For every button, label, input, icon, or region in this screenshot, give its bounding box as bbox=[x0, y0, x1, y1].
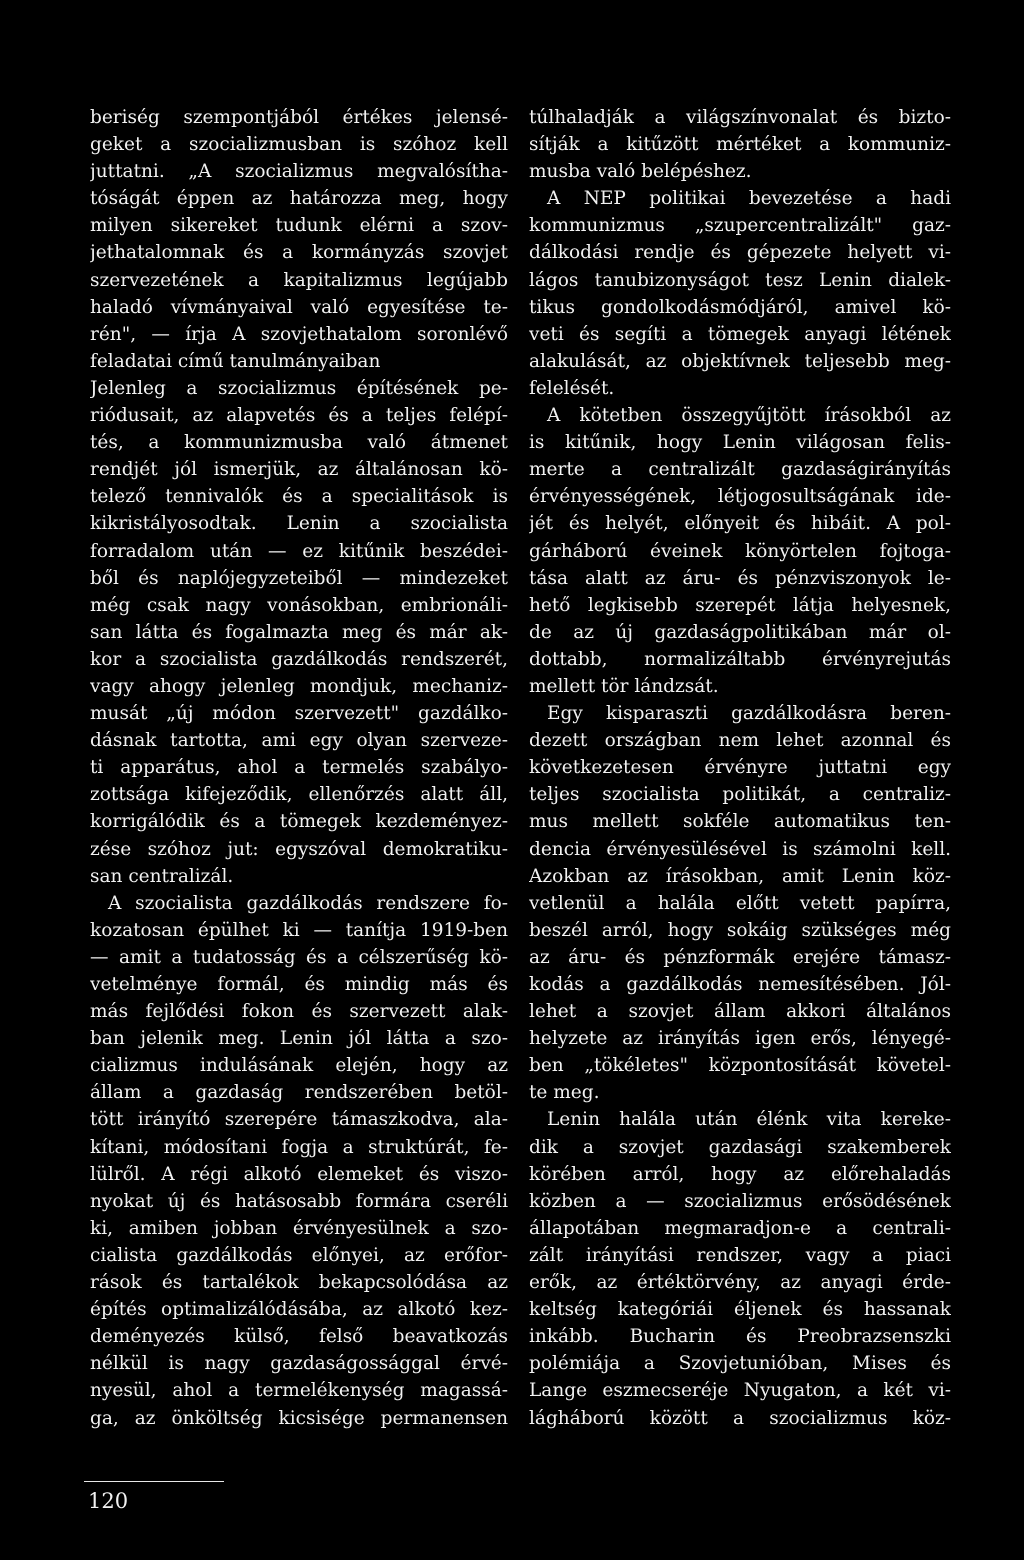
text-line: dik a szovjet gazdasági szakemberek bbox=[529, 1136, 951, 1158]
text-line: más fejlődési fokon és szervezett alak- bbox=[90, 1001, 508, 1023]
text-line: deményezés külső, felső beavatkozás bbox=[90, 1326, 508, 1348]
text-line: inkább. Bucharin és Preobrazsenszki bbox=[529, 1326, 951, 1348]
text-line: tött irányító szerepére támaszkodva, ala- bbox=[90, 1109, 508, 1131]
text-line: felelését. bbox=[529, 377, 615, 399]
left-text-column bbox=[90, 104, 508, 1432]
text-line: tikus gondolkodásmódjáról, amivel kö- bbox=[529, 296, 951, 318]
text-line: riódusait, az alapvetés és a teljes felépí- bbox=[90, 405, 508, 427]
text-line: dásnak tartotta, ami egy olyan szerveze- bbox=[90, 730, 508, 752]
text-line: te meg. bbox=[529, 1082, 600, 1104]
text-line: gárháború éveinek könyörtelen fojtoga- bbox=[529, 540, 951, 562]
text-line: dezett országban nem lehet azonnal és bbox=[529, 730, 951, 752]
text-line: jét és helyét, előnyeit és hibáit. A pol- bbox=[529, 513, 951, 535]
text-line: forradalom után — ez kitűnik beszédei- bbox=[90, 540, 508, 562]
text-line: érvényességének, létjogosultságának ide- bbox=[529, 486, 951, 508]
text-line: mellett tör lándzsát. bbox=[529, 675, 719, 697]
text-line: haladó vívmányaival való egyesítése te- bbox=[90, 296, 508, 318]
text-line: mus mellett sokféle automatikus ten- bbox=[529, 811, 951, 833]
text-line: lágháború között a szocializmus köz- bbox=[529, 1407, 951, 1429]
text-line: lülről. A régi alkotó elemeket és viszo- bbox=[90, 1163, 508, 1185]
text-line: vagy ahogy jelenleg mondjuk, mechaniz- bbox=[90, 675, 508, 697]
text-line: körében arról, hogy az előrehaladás bbox=[529, 1163, 951, 1185]
text-line: lehet a szovjet állam akkori általános bbox=[529, 1001, 951, 1023]
text-line: lágos tanubizonyságot tesz Lenin dialek- bbox=[529, 269, 951, 291]
text-line: keltség kategóriái éljenek és hassanak bbox=[529, 1299, 951, 1321]
text-line: milyen sikereket tudunk elérni a szov- bbox=[90, 215, 508, 237]
text-line: de az új gazdaságpolitikában már ol- bbox=[529, 621, 951, 643]
text-line: túlhaladják a világszínvonalat és bizto- bbox=[529, 107, 951, 128]
text-line: ti apparátus, ahol a termelés szabályo- bbox=[90, 757, 508, 779]
text-line: musát „új módon szervezett" gazdálko- bbox=[90, 703, 508, 725]
text-line: Azokban az írásokban, amit Lenin köz- bbox=[529, 865, 951, 887]
text-line: rások és tartalékok bekapcsolódása az bbox=[90, 1272, 508, 1294]
text-line: állam a gazdaság rendszerében betöl- bbox=[90, 1082, 508, 1104]
text-line: geket a szocializmusban is szóhoz kell bbox=[90, 134, 508, 156]
text-line: rén", — írja A szovjethatalom soronlévő bbox=[90, 323, 508, 345]
text-line: dencia érvényesülésével is számolni kell. bbox=[529, 838, 951, 860]
page-number: 120 bbox=[88, 1489, 129, 1513]
text-line: dálkodási rendje és gépezete helyett vi- bbox=[529, 242, 951, 264]
text-line: juttatni. „A szocializmus megvalósítha- bbox=[90, 161, 508, 183]
text-line: nyokat új és hatásosabb formára cseréli bbox=[90, 1190, 508, 1212]
text-line: san látta és fogalmazta meg és már ak- bbox=[90, 621, 508, 643]
text-line: musba való belépéshez. bbox=[529, 161, 752, 183]
right-text-column bbox=[529, 104, 951, 1432]
text-line: cialista gazdálkodás előnyei, az erőfor- bbox=[90, 1244, 508, 1266]
text-line: zottsága kifejeződik, ellenőrzés alatt áll, bbox=[90, 784, 508, 806]
text-line: A kötetben összegyűjtött írásokból az bbox=[547, 405, 951, 427]
text-line: nyesül, ahol a termelékenység magassá- bbox=[90, 1380, 508, 1402]
text-line: — amit a tudatosság és a célszerűség kö- bbox=[90, 946, 508, 968]
text-line: san centralizál. bbox=[90, 865, 234, 887]
text-line: rendjét jól ismerjük, az általánosan kö- bbox=[90, 459, 508, 481]
text-line: kor a szocialista gazdálkodás rendszerét, bbox=[90, 648, 508, 670]
text-line: dottabb, normalizáltabb érvényrejutás bbox=[529, 648, 951, 670]
text-line: alakulását, az objektívnek teljesebb meg- bbox=[529, 350, 951, 372]
text-line: feladatai című tanulmányaiban bbox=[90, 350, 381, 372]
text-line: vetelménye formál, és mindig más és bbox=[90, 974, 508, 995]
text-line: kodás a gazdálkodás nemesítésében. Jól- bbox=[529, 974, 951, 995]
text-line: polémiája a Szovjetunióban, Mises és bbox=[529, 1353, 951, 1375]
text-line: A NEP politikai bevezetése a hadi bbox=[547, 188, 951, 210]
text-line: tóságát éppen az határozza meg, hogy bbox=[90, 188, 508, 210]
text-line: veti és segíti a tömegek anyagi létének bbox=[529, 323, 951, 345]
text-line: Lange eszmecseréje Nyugaton, a két vi- bbox=[529, 1380, 951, 1402]
text-line: is kitűnik, hogy Lenin világosan felis- bbox=[529, 432, 951, 454]
text-line: következetesen érvényre juttatni egy bbox=[529, 757, 951, 779]
text-line: teljes szocialista politikát, a centraliz- bbox=[529, 784, 951, 806]
text-line: cializmus indulásának elején, hogy az bbox=[90, 1055, 508, 1077]
text-line: merte a centralizált gazdaságirányítás bbox=[529, 459, 951, 481]
footer-rule bbox=[84, 1481, 224, 1482]
text-line: nélkül is nagy gazdaságossággal érvé- bbox=[90, 1353, 508, 1375]
text-line: az áru- és pénzformák erejére támasz- bbox=[529, 946, 951, 968]
text-line: ből és naplójegyzeteiből — mindezeket bbox=[90, 567, 508, 589]
text-line: zált irányítási rendszer, vagy a piaci bbox=[529, 1244, 951, 1266]
text-line: tása alatt az áru- és pénzviszonyok le- bbox=[529, 567, 951, 589]
text-line: Lenin halála után élénk vita kereke- bbox=[547, 1109, 951, 1131]
text-line: korrigálódik és a tömegek kezdeményez- bbox=[90, 811, 508, 833]
text-line: helyzete az irányítás igen erős, lényegé- bbox=[529, 1028, 951, 1050]
text-line: ki, amiben jobban érvényesülnek a szo- bbox=[90, 1217, 508, 1239]
text-line: beszél arról, hogy sokáig szükséges még bbox=[529, 919, 951, 941]
text-line: kommunizmus „szupercentralizált" gaz- bbox=[529, 215, 951, 237]
text-line: kítani, módosítani fogja a struktúrát, fe- bbox=[90, 1136, 508, 1158]
text-line: tés, a kommunizmusba való átmenet bbox=[90, 432, 508, 454]
text-line: beriség szempontjából értékes jelensé- bbox=[90, 107, 508, 128]
text-line: állapotában megmaradjon-e a centrali- bbox=[529, 1217, 951, 1239]
text-line: még csak nagy vonásokban, embrionáli- bbox=[90, 594, 508, 616]
text-line: erők, az értéktörvény, az anyagi érde- bbox=[529, 1272, 951, 1294]
text-line: jethatalomnak és a kormányzás szovjet bbox=[90, 242, 508, 264]
text-line: ga, az önköltség kicsisége permanensen bbox=[90, 1407, 508, 1429]
text-line: közben a — szocializmus erősödésének bbox=[529, 1190, 951, 1212]
text-line: zése szóhoz jut: egyszóval demokratiku- bbox=[90, 838, 508, 860]
text-line: ban jelenik meg. Lenin jól látta a szo- bbox=[90, 1028, 508, 1050]
text-line: építés optimalizálódásába, az alkotó kez- bbox=[90, 1299, 508, 1321]
text-line: kozatosan épülhet ki — tanítja 1919-ben bbox=[90, 919, 508, 941]
text-line: A szocialista gazdálkodás rendszere fo- bbox=[108, 892, 508, 914]
text-line: kikristályosodtak. Lenin a szocialista bbox=[90, 513, 508, 535]
text-line: ben „tökéletes" központosítását követel- bbox=[529, 1055, 951, 1077]
text-line: Egy kisparaszti gazdálkodásra beren- bbox=[547, 703, 951, 725]
text-line: szervezetének a kapitalizmus legújabb bbox=[90, 269, 508, 291]
text-line: hető legkisebb szerepét látja helyesnek, bbox=[529, 594, 951, 616]
text-line: sítják a kitűzött mértéket a kommuniz- bbox=[529, 134, 951, 156]
text-line: vetlenül a halála előtt vetett papírra, bbox=[529, 892, 951, 914]
text-line: Jelenleg a szocializmus építésének pe- bbox=[90, 377, 508, 399]
text-line: telező tennivalók és a specialitások is bbox=[90, 486, 508, 508]
